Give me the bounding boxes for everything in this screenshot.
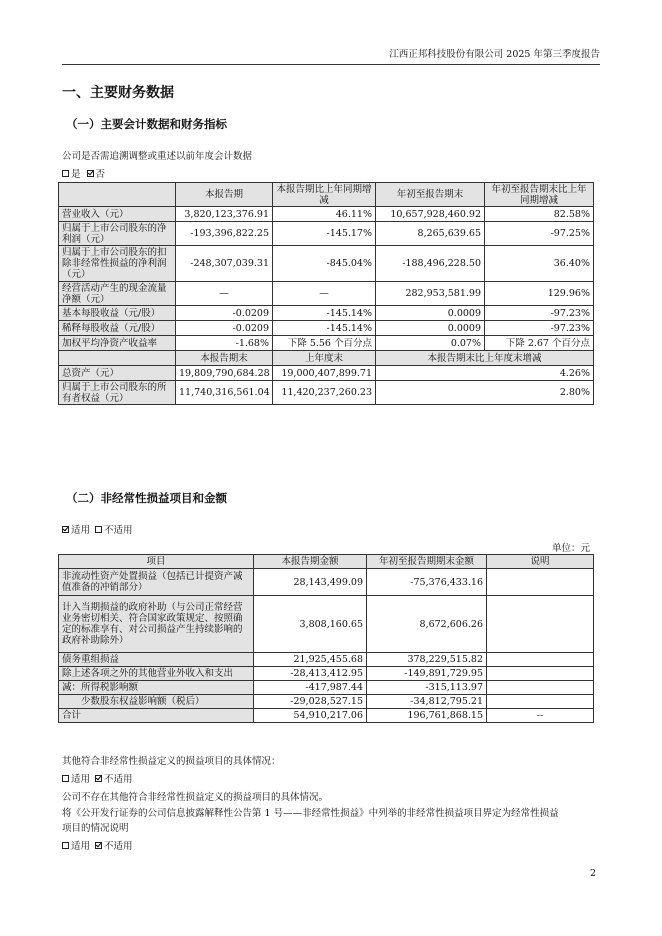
row-label: 营业收入（元）: [59, 207, 176, 222]
table-cell: -34,812,795.21: [367, 695, 487, 709]
table-cell: -28,413,412.95: [254, 667, 367, 681]
table-header-empty: [59, 183, 176, 207]
report-header: 江西正邦科技股份有限公司 2025 年第三季度报告: [389, 49, 600, 60]
table-cell: -188,496,228.50: [376, 246, 485, 282]
option-not-apply-label: 不适用: [104, 774, 133, 785]
table-cell: -97.25%: [485, 222, 594, 246]
table-header-empty: [59, 351, 176, 366]
table-cell: 3,820,123,376.91: [176, 207, 273, 222]
table-row: [59, 366, 594, 381]
table-cell: -845.04%: [273, 246, 376, 282]
table-cell: 10,657,928,460.92: [376, 207, 485, 222]
table-cell: -145.14%: [273, 321, 376, 336]
table-cell: —: [273, 282, 376, 306]
table-cell: -315,113.97: [367, 681, 487, 695]
table-cell: 19,809,790,684.28: [176, 366, 273, 381]
table-cell: 0.0009: [376, 306, 485, 321]
table-header-cell: 年初至报告期期末金额: [367, 555, 487, 569]
table-header-cell: 本报告期比上年同期增减: [273, 183, 376, 207]
table-cell: -149,891,729.95: [367, 667, 487, 681]
table-cell: 11,740,316,561.04: [176, 381, 273, 405]
row-label: 归属于上市公司股东的扣除非经常性损益的净利润（元）: [59, 246, 176, 282]
table-cell: 4.26%: [376, 366, 594, 381]
table-cell: 8,265,639.65: [376, 222, 485, 246]
table-cell: -417,987.44: [254, 681, 367, 695]
checkbox-checked-icon[interactable]: [62, 526, 69, 533]
table-cell: -1.68%: [176, 336, 273, 351]
table-cell: [487, 681, 594, 695]
table-cell: -97.23%: [485, 306, 594, 321]
checkbox-checked-icon[interactable]: [87, 170, 94, 177]
checkbox-checked-icon[interactable]: [95, 775, 102, 782]
checkbox-unchecked-icon[interactable]: [95, 526, 102, 533]
applicability-choice-3: [62, 838, 133, 852]
table-header-cell: 本报告期: [176, 183, 273, 207]
nonrecurring-items-table: [58, 554, 594, 723]
table-row: [59, 569, 594, 596]
row-label: 基本每股收益（元/股）: [59, 306, 176, 321]
restatement-choice: [62, 166, 105, 180]
restatement-question: 公司是否需追溯调整或重述以前年度会计数据: [62, 151, 253, 162]
option-apply-label: 适用: [71, 841, 91, 852]
table-cell: 0.0009: [376, 321, 485, 336]
row-label: 加权平均净资产收益率: [59, 336, 176, 351]
table-row: [59, 306, 594, 321]
option-yes-label: 是: [71, 169, 81, 180]
table-cell: 3,808,160.65: [254, 596, 367, 653]
note-classification-line2: 项目的情况说明: [62, 823, 129, 834]
item-label: 计入当期损益的政府补助（与公司正常经营业务密切相关、符合国家政策规定、按照确定的标准享有、对公司损益产生持续影响的政府补助除外）: [59, 596, 254, 653]
table-row: [59, 282, 594, 306]
table-cell: [487, 653, 594, 667]
table-header-cell: 年初至报告期末: [376, 183, 485, 207]
checkbox-unchecked-icon[interactable]: [62, 842, 69, 849]
checkbox-unchecked-icon[interactable]: [62, 775, 69, 782]
note-no-other-items: 公司不存在其他符合非经常性损益定义的损益项目的具体情况。: [62, 792, 329, 803]
table-cell: 下降 2.67 个百分点: [485, 336, 594, 351]
table-row: [59, 381, 594, 405]
table-cell: -97.23%: [485, 321, 594, 336]
note-classification-line1: 将《公开发行证券的公司信息披露解释性公告第 1 号——非经常性损益》中列举的非经常性损益项目界定为经常性损益: [62, 808, 559, 819]
table-row: [59, 653, 594, 667]
applicability-choice: [62, 522, 133, 536]
table-cell: 129.96%: [485, 282, 594, 306]
table-cell: 36.40%: [485, 246, 594, 282]
table-cell: -193,396,822.25: [176, 222, 273, 246]
header-divider: [62, 64, 600, 65]
option-apply-label: 适用: [71, 525, 91, 536]
unit-label: 单位：元: [551, 543, 590, 554]
checkbox-checked-icon[interactable]: [95, 842, 102, 849]
table-header-row: [59, 183, 594, 207]
table-cell: 下降 5.56 个百分点: [273, 336, 376, 351]
table-cell: 0.07%: [376, 336, 485, 351]
option-not-apply-label: 不适用: [104, 525, 133, 536]
item-label: 少数股东权益影响额（税后）: [59, 695, 254, 709]
table-cell: 282,953,581.99: [376, 282, 485, 306]
table-row: [59, 207, 594, 222]
row-label: 稀释每股收益（元/股）: [59, 321, 176, 336]
table-cell: -0.0209: [176, 321, 273, 336]
table-cell: -0.0209: [176, 306, 273, 321]
key-financial-data-table: [58, 182, 594, 405]
subsection-title-key-data: （一）主要会计数据和财务指标: [66, 117, 227, 131]
table-cell: 19,000,407,899.71: [273, 366, 376, 381]
item-label: 减：所得税影响额: [59, 681, 254, 695]
table-header-row: [59, 555, 594, 569]
option-no-label: 否: [95, 169, 106, 180]
table-cell: 11,420,237,260.23: [273, 381, 376, 405]
table-cell: -145.17%: [273, 222, 376, 246]
table-header-cell: 本报告期金额: [254, 555, 367, 569]
table-subheader-row: [59, 351, 594, 366]
row-label: 归属于上市公司股东的所有者权益（元）: [59, 381, 176, 405]
item-label: 除上述各项之外的其他营业外收入和支出: [59, 667, 254, 681]
table-row: [59, 222, 594, 246]
table-row: [59, 246, 594, 282]
table-header-cell: 上年度末: [273, 351, 376, 366]
table-row: [59, 596, 594, 653]
table-row: [59, 336, 594, 351]
item-label: 合计: [59, 709, 254, 723]
table-cell: [487, 569, 594, 596]
table-header-cell: 项目: [59, 555, 254, 569]
option-apply-label: 适用: [71, 774, 91, 785]
table-cell: --: [487, 709, 594, 723]
table-cell: [487, 667, 594, 681]
row-label: 总资产（元）: [59, 366, 176, 381]
table-cell: -75,376,433.16: [367, 569, 487, 596]
checkbox-unchecked-icon[interactable]: [62, 170, 69, 177]
table-row: [59, 695, 594, 709]
table-cell: -248,307,039.31: [176, 246, 273, 282]
table-header-cell: 说明: [487, 555, 594, 569]
table-cell: 46.11%: [273, 207, 376, 222]
table-cell: 28,143,499.09: [254, 569, 367, 596]
table-row: [59, 321, 594, 336]
table-header-cell: 本报告期末: [176, 351, 273, 366]
applicability-choice-2: [62, 771, 133, 785]
table-cell: 2.80%: [376, 381, 594, 405]
row-label: 经营活动产生的现金流量净额（元）: [59, 282, 176, 306]
table-row: [59, 681, 594, 695]
table-cell: 21,925,455.68: [254, 653, 367, 667]
table-header-cell: 年初至报告期末比上年同期增减: [485, 183, 594, 207]
row-label: 归属于上市公司股东的净利润（元）: [59, 222, 176, 246]
section-title-financial-data: 一、主要财务数据: [62, 85, 174, 101]
table-cell: [487, 695, 594, 709]
table-cell: [487, 596, 594, 653]
table-cell: 82.58%: [485, 207, 594, 222]
note-other-items: 其他符合非经常性损益定义的损益项目的具体情况：: [62, 756, 281, 767]
table-cell: —: [176, 282, 273, 306]
table-cell: -145.14%: [273, 306, 376, 321]
table-cell: 54,910,217.06: [254, 709, 367, 723]
table-row: [59, 667, 594, 681]
item-label: 债务重组损益: [59, 653, 254, 667]
table-cell: 196,761,868.15: [367, 709, 487, 723]
table-cell: 8,672,606.26: [367, 596, 487, 653]
table-header-cell: 本报告期末比上年度末增减: [376, 351, 594, 366]
page-number: 2: [589, 868, 596, 879]
subsection-title-nonrecurring: （二）非经常性损益项目和金额: [66, 491, 227, 505]
table-cell: 378,229,515.82: [367, 653, 487, 667]
table-total-row: [59, 709, 594, 723]
item-label: 非流动性资产处置损益（包括已计提资产减值准备的冲销部分）: [59, 569, 254, 596]
table-cell: -29,028,527.15: [254, 695, 367, 709]
option-not-apply-label: 不适用: [104, 841, 133, 852]
